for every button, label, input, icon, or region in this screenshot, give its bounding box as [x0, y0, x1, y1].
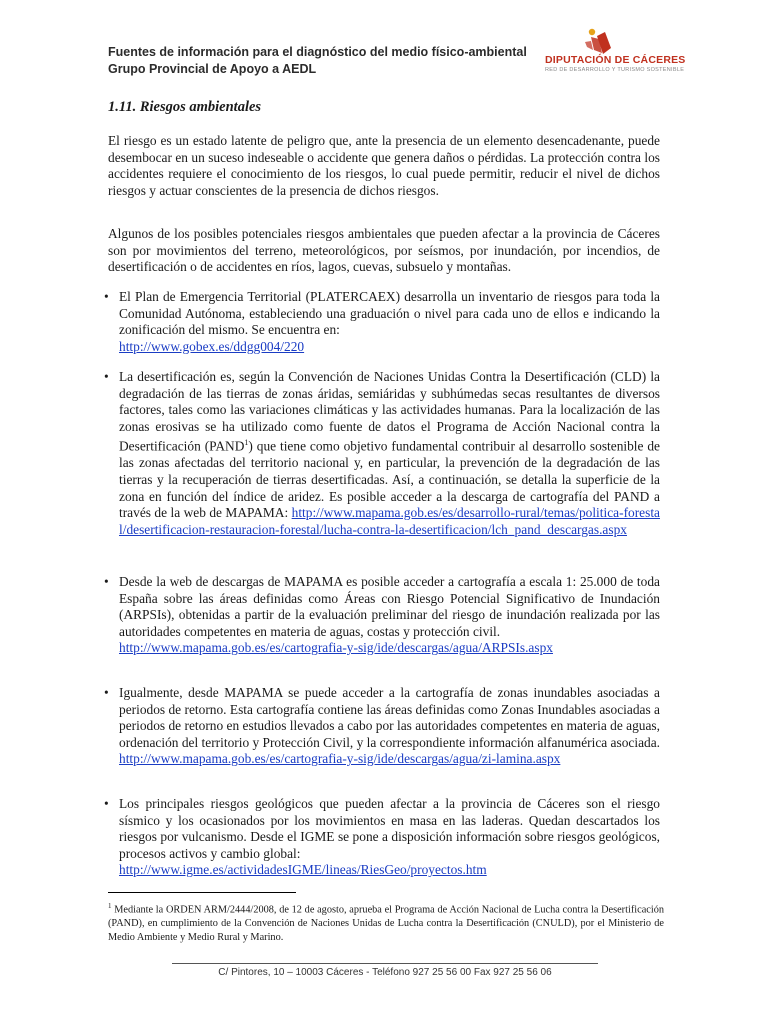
- footer-address: C/ Pintores, 10 – 10003 Cáceres - Teléfono 927 25 56 00 Fax 927 25 56 06: [218, 967, 552, 978]
- list-item: [104, 289, 660, 355]
- bullet-icon: •: [104, 369, 109, 384]
- footnote: [108, 899, 664, 945]
- bullet-icon: •: [104, 685, 109, 700]
- bullet-text: Desde la web de descargas de MAPAMA es posible acceder a cartografía a escala 1: 25.000 de toda España sobre las áreas definidas como Áreas con Riesgo Potencial Significativo de Inundación (ARPSIs), obtenidas a partir de la evaluación preliminar del riesgo de inundación realizada por las autoridades competentes en materia de aguas, costas y protección civil.: [119, 574, 660, 639]
- section-heading: 1.11. Riesgos ambientales: [108, 99, 262, 115]
- footer-divider: [172, 963, 598, 964]
- bullet-icon: •: [104, 574, 109, 589]
- zi-lamina-link[interactable]: http://www.mapama.gob.es/es/cartografia-y-sig/ide/descargas/agua/zi-lamina.aspx: [119, 751, 561, 767]
- paragraph-intro: El riesgo es un estado latente de peligro que, ante la presencia de un elemento desencadenante, puede desembocar en un suceso indeseable o accidente que genera daños o pérdidas. La protección contra los accidentes requiere el conocimiento de los riesgos, lo cual puede permitir, reducir el nivel de dichos riesgos y actuar conscientes de la presencia de dichos riesgos.: [108, 133, 660, 198]
- header-subtitle: Grupo Provincial de Apoyo a AEDL: [108, 62, 317, 76]
- logo-name: DIPUTACIÓN DE CÁCERES: [545, 54, 686, 66]
- logo-emblem-icon: [545, 26, 665, 56]
- footnote-divider: [108, 892, 296, 893]
- paragraph-risks: Algunos de los posibles potenciales riesgos ambientales que pueden afectar a la provincia de Cáceres son por movimientos del terreno, meteorológicos, por seísmos, por inundación, por incendios, de desertificación o de accidentes en ríos, lagos, cuevas, subsuelo y montañas.: [108, 226, 660, 275]
- list-item: [104, 796, 660, 879]
- bullet-text-continued: ) que tiene como objetivo fundamental contribuir al desarrollo sostenible de las zonas afectadas del territorio nacional y, en particular, la prevención de la degradación de las tierras y la recuperación de tierras desertificadas. Así, a continuación, se detalla la superficie de la zona en función del índice de aridez. Es posible acceder a la descarga de cartografía del PAND a través de la web de MAPAMA:: [119, 438, 661, 521]
- list-item: [104, 685, 660, 768]
- footnote-number: 1: [108, 902, 112, 910]
- bullet-icon: •: [104, 796, 109, 811]
- bullet-text: Los principales riesgos geológicos que pueden afectar a la provincia de Cáceres son el riesgo sísmico y los ocasionados por los movimientos en masa en las laderas. Quedan descartados los riesgos por vulcanismo. Desde el IGME se pone a disposición información sobre riesgos geológicos, procesos activos y cambio global:: [119, 796, 660, 861]
- list-item: [104, 574, 660, 657]
- header-title: Fuentes de información para el diagnóstico del medio físico-ambiental: [108, 45, 527, 59]
- igme-link[interactable]: http://www.igme.es/actividadesIGME/lineas/RiesGeo/proyectos.htm: [119, 862, 487, 878]
- bullet-icon: •: [104, 289, 109, 304]
- bullet-text: El Plan de Emergencia Territorial (PLATERCAEX) desarrolla un inventario de riesgos para toda la Comunidad Autónoma, estableciendo una graduación o nivel para cada uno de ellos e indicando la zonificación del mismo. Se encuentra en:: [119, 289, 660, 338]
- list-item: [104, 369, 660, 538]
- arpsis-link[interactable]: http://www.mapama.gob.es/es/cartografia-y-sig/ide/descargas/agua/ARPSIs.aspx: [119, 640, 553, 656]
- logo-tagline: RED DE DESARROLLO Y TURISMO SOSTENIBLE: [545, 67, 685, 73]
- bullet-text: La desertificación es, según la Convención de Naciones Unidas Contra la Desertificación (CLD) la degradación de las tierras de zonas áridas, semiáridas y subhúmedas secas resultantes de diversos factores, tales como las variaciones climáticas y las actividades humanas. Para la localización de las zonas erosivas se ha utilizado como fuente de datos el Programa de Acción Nacional contra la Desertificación (PAND: [119, 369, 660, 454]
- pand-link[interactable]: http://www.mapama.gob.es/es/desarrollo-rural/temas/politica-forestal/desertificacion-restauracion-forestal/lucha-contra-la-desertificacion/lch_pand_descargas.aspx: [119, 505, 660, 537]
- footnote-ref[interactable]: 1: [244, 438, 249, 448]
- platercaex-link[interactable]: http://www.gobex.es/ddgg004/220: [119, 338, 305, 354]
- diputacion-caceres-logo: [545, 26, 686, 76]
- bullet-text: Igualmente, desde MAPAMA se puede acceder a la cartografía de zonas inundables asociadas a periodos de retorno. Esta cartografía contiene las áreas definidas como Zonas Inundables asociadas a periodos de retorno en estudios llevados a cabo por las autoridades competentes en materia de aguas, ordenación del territorio y Protección Civil, y la correspondiente información alfanumérica asociada.: [119, 685, 660, 750]
- footnote-text: Mediante la ORDEN ARM/2444/2008, de 12 de agosto, aprueba el Programa de Acción Nacional de Lucha contra la Desertificación (PAND), en cumplimiento de la Convención de Naciones Unidas de Lucha contra la Desertificación (CNULD), por el Ministerio de Medio Ambiente y Medio Rural y Marino.: [108, 904, 664, 944]
